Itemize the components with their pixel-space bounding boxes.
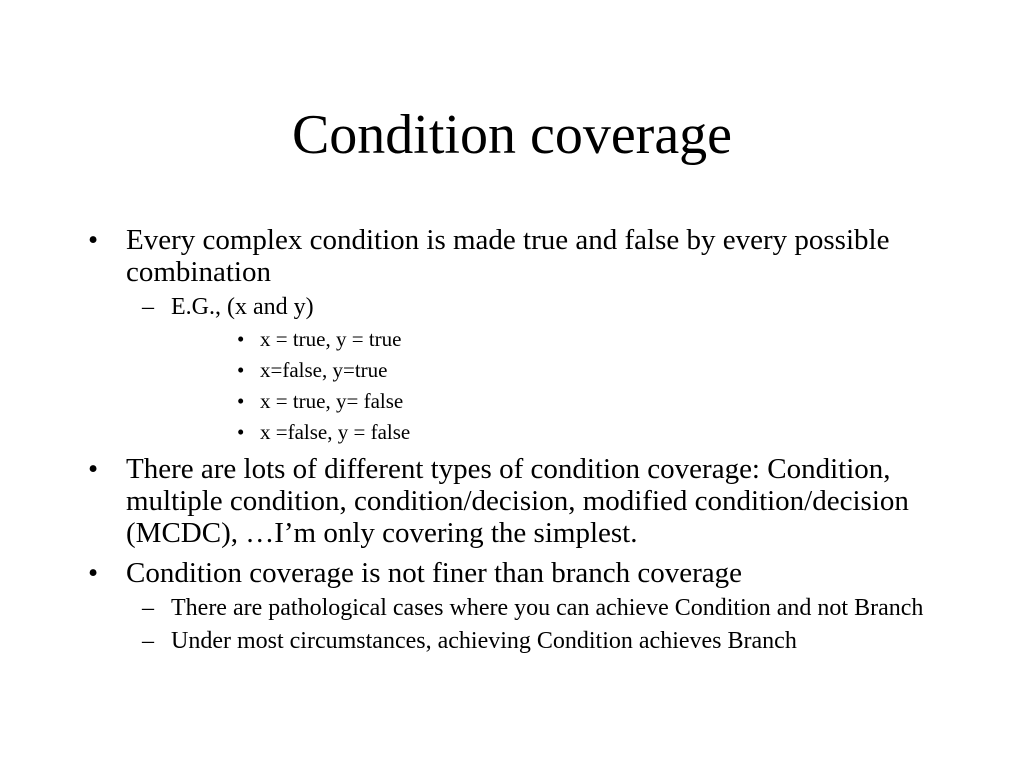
bullet-marker: • <box>88 224 99 256</box>
sub-bullet-list <box>126 294 988 445</box>
sub-sub-bullet-list <box>171 327 988 445</box>
bullet-marker: • <box>237 389 245 413</box>
sub-sub-bullet-text: x = true, y = true <box>260 327 402 351</box>
sub-sub-bullet-item <box>171 420 988 445</box>
sub-sub-bullet-text: x = true, y= false <box>260 389 404 413</box>
bullet-marker: • <box>237 420 245 444</box>
bullet-item <box>88 453 988 549</box>
slide-title: Condition coverage <box>291 104 733 166</box>
dash-marker: – <box>142 294 154 320</box>
sub-bullet-item <box>126 628 988 655</box>
sub-bullet-text: There are pathological cases where you can achieve Condition and not Branch <box>171 595 924 621</box>
sub-bullet-item <box>126 595 988 622</box>
bullet-text: Condition coverage is not finer than branch coverage <box>126 557 743 589</box>
bullet-item <box>88 224 988 445</box>
sub-bullet-text: E.G., (x and y) <box>171 294 314 320</box>
bullet-list <box>88 224 988 663</box>
bullet-marker: • <box>88 453 99 485</box>
bullet-marker: • <box>237 327 245 351</box>
sub-bullet-text: Under most circumstances, achieving Condition achieves Branch <box>171 628 797 654</box>
bullet-text: Every complex condition is made true and false by every possible combination <box>126 224 890 288</box>
sub-sub-bullet-text: x =false, y = false <box>260 420 411 444</box>
sub-sub-bullet-text: x=false, y=true <box>260 358 388 382</box>
dash-marker: – <box>142 595 154 621</box>
sub-sub-bullet-item <box>171 389 988 414</box>
bullet-item <box>88 557 988 655</box>
sub-sub-bullet-item <box>171 327 988 352</box>
dash-marker: – <box>142 628 154 654</box>
sub-bullet-list <box>126 595 988 655</box>
bullet-text: There are lots of different types of condition coverage: Condition, multiple condition, condition/decision, modified condition/decision (MCDC), …I’m only covering the simplest. <box>126 453 909 549</box>
bullet-marker: • <box>237 358 245 382</box>
sub-sub-bullet-item <box>171 358 988 383</box>
sub-bullet-item <box>126 294 988 445</box>
bullet-marker: • <box>88 557 99 589</box>
